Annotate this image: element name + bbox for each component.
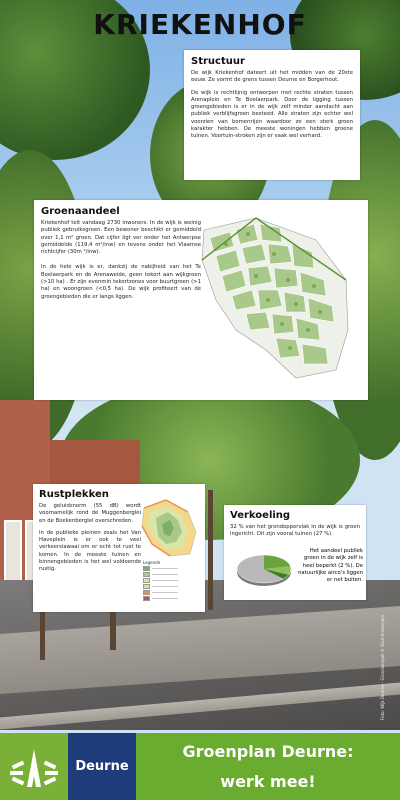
verkoeling-side-paragraph: Het aandeel publiek groen in de wijk zelf is heel beperkt (2 %). De natuurlijke airco's liggen er net buiten. xyxy=(298,548,363,584)
page-title: KRIEKENHOF xyxy=(93,8,307,41)
window xyxy=(4,520,22,584)
structuur-paragraph: De wijk is rechtlijnig ontworpen met rechte straten tussen Arenaplein en Te Boelaerpark. Door de ligging tussen groengebieden is er in de wijk zelf minder aandacht aan publiek verblijfsgroen besteed. Alle straten zijn echter wel voorzien van bomenrijen waardoor ze een sterk groen karakter hebben. De meeste woningen hebben groene tuinen. Voortuin-stroken zijn er vaak wel verhard. xyxy=(191,89,353,140)
verkoeling-heading: Verkoeling xyxy=(230,510,291,521)
structuur-heading: Structuur xyxy=(191,56,245,67)
district-name: Deurne xyxy=(68,733,136,800)
rustplekken-heading: Rustplekken xyxy=(39,489,109,500)
rustplekken-paragraph: De geluidsnorm (55 dB) wordt voornamelijk rond de Muggenberglei en de Boekenberglei overschreden. xyxy=(39,503,141,524)
verkoeling-side-text xyxy=(297,548,363,584)
slogan-line: werk mee! xyxy=(220,772,316,791)
groenaandeel-heading: Groenaandeel xyxy=(41,206,120,217)
noise-map xyxy=(140,498,198,558)
noise-map-legend xyxy=(143,560,193,602)
groenaandeel-paragraph: In de hele wijk is er, dankzij de nabijheid van het Te Boelaerpark en de Arenaweide, geen tekort aan wijkgroen (>10 ha) . Er zijn evenmin tekortzones voor buurtgroen (>1 ha) en woongroen (<0,5 ha). De wijk profiteert van de groengebieden die er langs liggen. xyxy=(41,264,201,300)
green-share-pie xyxy=(234,548,294,590)
green-area-map xyxy=(196,210,356,380)
legend-row xyxy=(143,596,193,601)
footer xyxy=(0,733,400,800)
legend-row xyxy=(143,590,193,595)
legend-title: Legende xyxy=(143,560,161,565)
legend-row xyxy=(143,578,193,583)
antwerpen-logo xyxy=(0,733,68,800)
legend-row xyxy=(143,566,193,571)
structuur-paragraph: De wijk Kriekenhof dateert uit het midden van de 20ste eeuw. Ze vormt de grens tussen Deurne en Borgerhout. xyxy=(191,70,353,84)
footer-slogan xyxy=(136,733,400,800)
photo-credit: Foto: Wijk Deurne - Grondaanpak © Stad Antwerpen xyxy=(380,614,385,720)
slogan-line: Groenplan Deurne: xyxy=(182,742,354,761)
rustplekken-paragraph: In de publieke pleinen zoals het Van Haveplein is er ook te veel verkeerslawaai om er echt tot rust te komen. In de meeste tuinen en binnengebieden is het wel voldoende rustig. xyxy=(39,529,141,573)
groenaandeel-paragraph: Kriekenhof telt vandaag 2730 inwoners. In de wijk is weinig publiek gebruiksgroen. Een bewoner beschikt er gemiddeld over 1,1 m² groen. Dat cijfer ligt ver onder het Antwerpse gemiddelde (119,4 m²/inw) en tevens onder het Vlaamse richtcijfer (30m ²/inw). xyxy=(41,220,201,256)
legend-row xyxy=(143,584,193,589)
verkoeling-intro: 32 % van het grondoppervlak in de wijk is groen ingericht. Dit zijn vooral tuinen (27 %). xyxy=(230,524,360,538)
antwerpen-a-icon xyxy=(0,733,68,800)
legend-row xyxy=(143,572,193,577)
structuur-panel xyxy=(184,50,360,180)
tree-trunk xyxy=(208,490,213,610)
